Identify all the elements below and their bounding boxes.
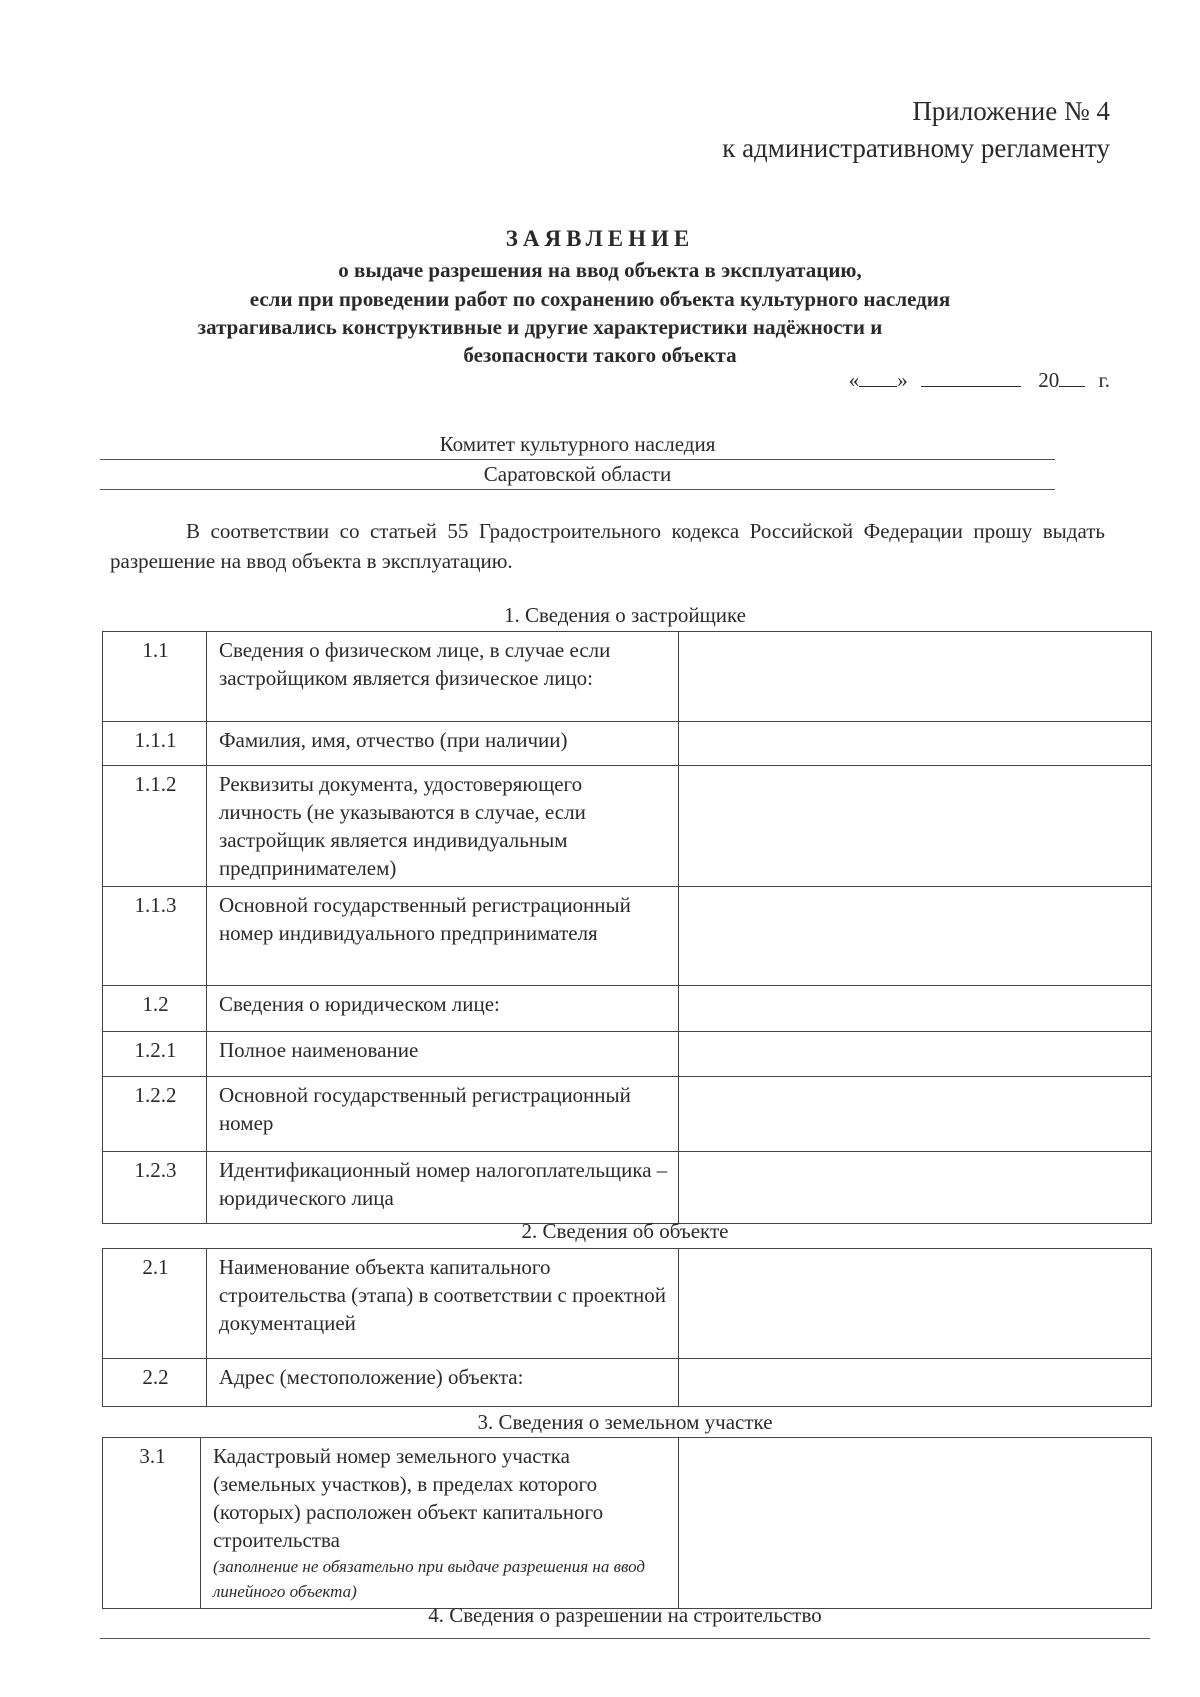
row-value-field[interactable] xyxy=(678,986,1151,1032)
appendix-line-2: к административному регламенту xyxy=(722,133,1110,163)
table-row xyxy=(103,766,1152,887)
date-month-blank[interactable] xyxy=(921,368,1021,387)
row-label: Кадастровый номер земельного участка (земельных участков), в пределах которого (которых) расположен объект капитального строительства xyxy=(212,1444,604,1552)
row-label: Фамилия, имя, отчество (при наличии) xyxy=(206,722,678,766)
row-label: Основной государственный регистрационный номер xyxy=(206,1077,678,1152)
title-line-2: если при проведении работ по сохранению объекта культурного наследия xyxy=(249,287,951,311)
row-value-field[interactable] xyxy=(678,1249,1151,1359)
row-value-field[interactable] xyxy=(678,722,1151,766)
row-label: Основной государственный регистрационный номер индивидуального предпринимателя xyxy=(206,887,678,986)
date-line xyxy=(849,368,1110,393)
row-label: Сведения о юридическом лице: xyxy=(206,986,678,1032)
table-row xyxy=(103,1359,1152,1407)
row-value-field[interactable] xyxy=(678,766,1151,887)
bottom-divider xyxy=(100,1638,1150,1639)
row-note: (заполнение не обязательно при выдаче разрешения на ввод линейного объекта) xyxy=(212,1557,645,1601)
row-label: Сведения о физическом лице, в случае если застройщиком является физическое лицо: xyxy=(206,632,678,722)
row-number: 1.2.3 xyxy=(103,1152,207,1224)
row-label: Адрес (местоположение) объекта: xyxy=(206,1359,678,1407)
row-label: Наименование объекта капитального строительства (этапа) в соответствии с проектной документацией xyxy=(206,1249,678,1359)
intro-paragraph: В соответствии со статьей 55 Градостроительного кодекса Российской Федерации прошу выдать разрешение на ввод объекта в эксплуатацию. xyxy=(110,519,1105,573)
section-1-table xyxy=(102,631,1152,1224)
table-row xyxy=(103,632,1152,722)
title-line-4: безопасности такого объекта xyxy=(463,343,737,367)
row-label-cell xyxy=(200,1438,678,1609)
date-open-quote: « xyxy=(848,368,860,392)
row-number: 1.2 xyxy=(103,986,207,1032)
row-number: 3.1 xyxy=(103,1438,201,1609)
date-day-blank[interactable] xyxy=(859,368,897,387)
table-row xyxy=(103,1152,1152,1224)
title-line-1: о выдаче разрешения на ввод объекта в эксплуатацию, xyxy=(338,258,862,282)
section-3-title: 3. Сведения о земельном участке xyxy=(477,1410,773,1434)
section-2-title: 2. Сведения об объекте xyxy=(521,1219,729,1243)
row-number: 2.1 xyxy=(103,1249,207,1359)
row-label: Полное наименование xyxy=(206,1032,678,1077)
row-number: 1.2.1 xyxy=(103,1032,207,1077)
table-row xyxy=(103,1438,1152,1609)
row-value-field[interactable] xyxy=(678,887,1151,986)
section-1-title: 1. Сведения о застройщике xyxy=(503,603,746,627)
table-row xyxy=(103,986,1152,1032)
row-number: 1.1.2 xyxy=(103,766,207,887)
table-row xyxy=(103,722,1152,766)
title-line-3: затрагивались конструктивные и другие характеристики надёжности и xyxy=(197,315,883,339)
row-number: 1.1.1 xyxy=(103,722,207,766)
date-close-quote: » xyxy=(897,368,908,392)
row-label: Реквизиты документа, удостоверяющего личность (не указываются в случае, если застройщик является индивидуальным предпринимателем) xyxy=(206,766,678,887)
row-number: 1.1 xyxy=(103,632,207,722)
date-year-prefix: 20 xyxy=(1038,368,1060,392)
row-number: 2.2 xyxy=(103,1359,207,1407)
row-number: 1.2.2 xyxy=(103,1077,207,1152)
section-2-table xyxy=(102,1248,1152,1407)
row-number: 1.1.3 xyxy=(103,887,207,986)
section-3-table xyxy=(102,1437,1152,1609)
recipient-line-2: Саратовской области xyxy=(100,459,1055,490)
row-value-field[interactable] xyxy=(678,632,1151,722)
document-title: ЗАЯВЛЕНИЕ xyxy=(505,226,695,251)
section-4-title: 4. Сведения о разрешении на строительство xyxy=(428,1603,822,1627)
date-year-suffix: г. xyxy=(1098,368,1110,392)
table-row xyxy=(103,887,1152,986)
row-value-field[interactable] xyxy=(678,1032,1151,1077)
table-row xyxy=(103,1077,1152,1152)
row-value-field[interactable] xyxy=(678,1438,1151,1609)
appendix-line-1: Приложение № 4 xyxy=(912,96,1110,126)
date-year-blank[interactable] xyxy=(1059,368,1085,387)
table-row xyxy=(103,1032,1152,1077)
row-value-field[interactable] xyxy=(678,1152,1151,1224)
row-label: Идентификационный номер налогоплательщика – юридического лица xyxy=(206,1152,678,1224)
row-value-field[interactable] xyxy=(678,1077,1151,1152)
table-row xyxy=(103,1249,1152,1359)
recipient-line-1: Комитет культурного наследия xyxy=(100,429,1055,460)
row-value-field[interactable] xyxy=(678,1359,1151,1407)
appendix-header xyxy=(722,93,1110,167)
